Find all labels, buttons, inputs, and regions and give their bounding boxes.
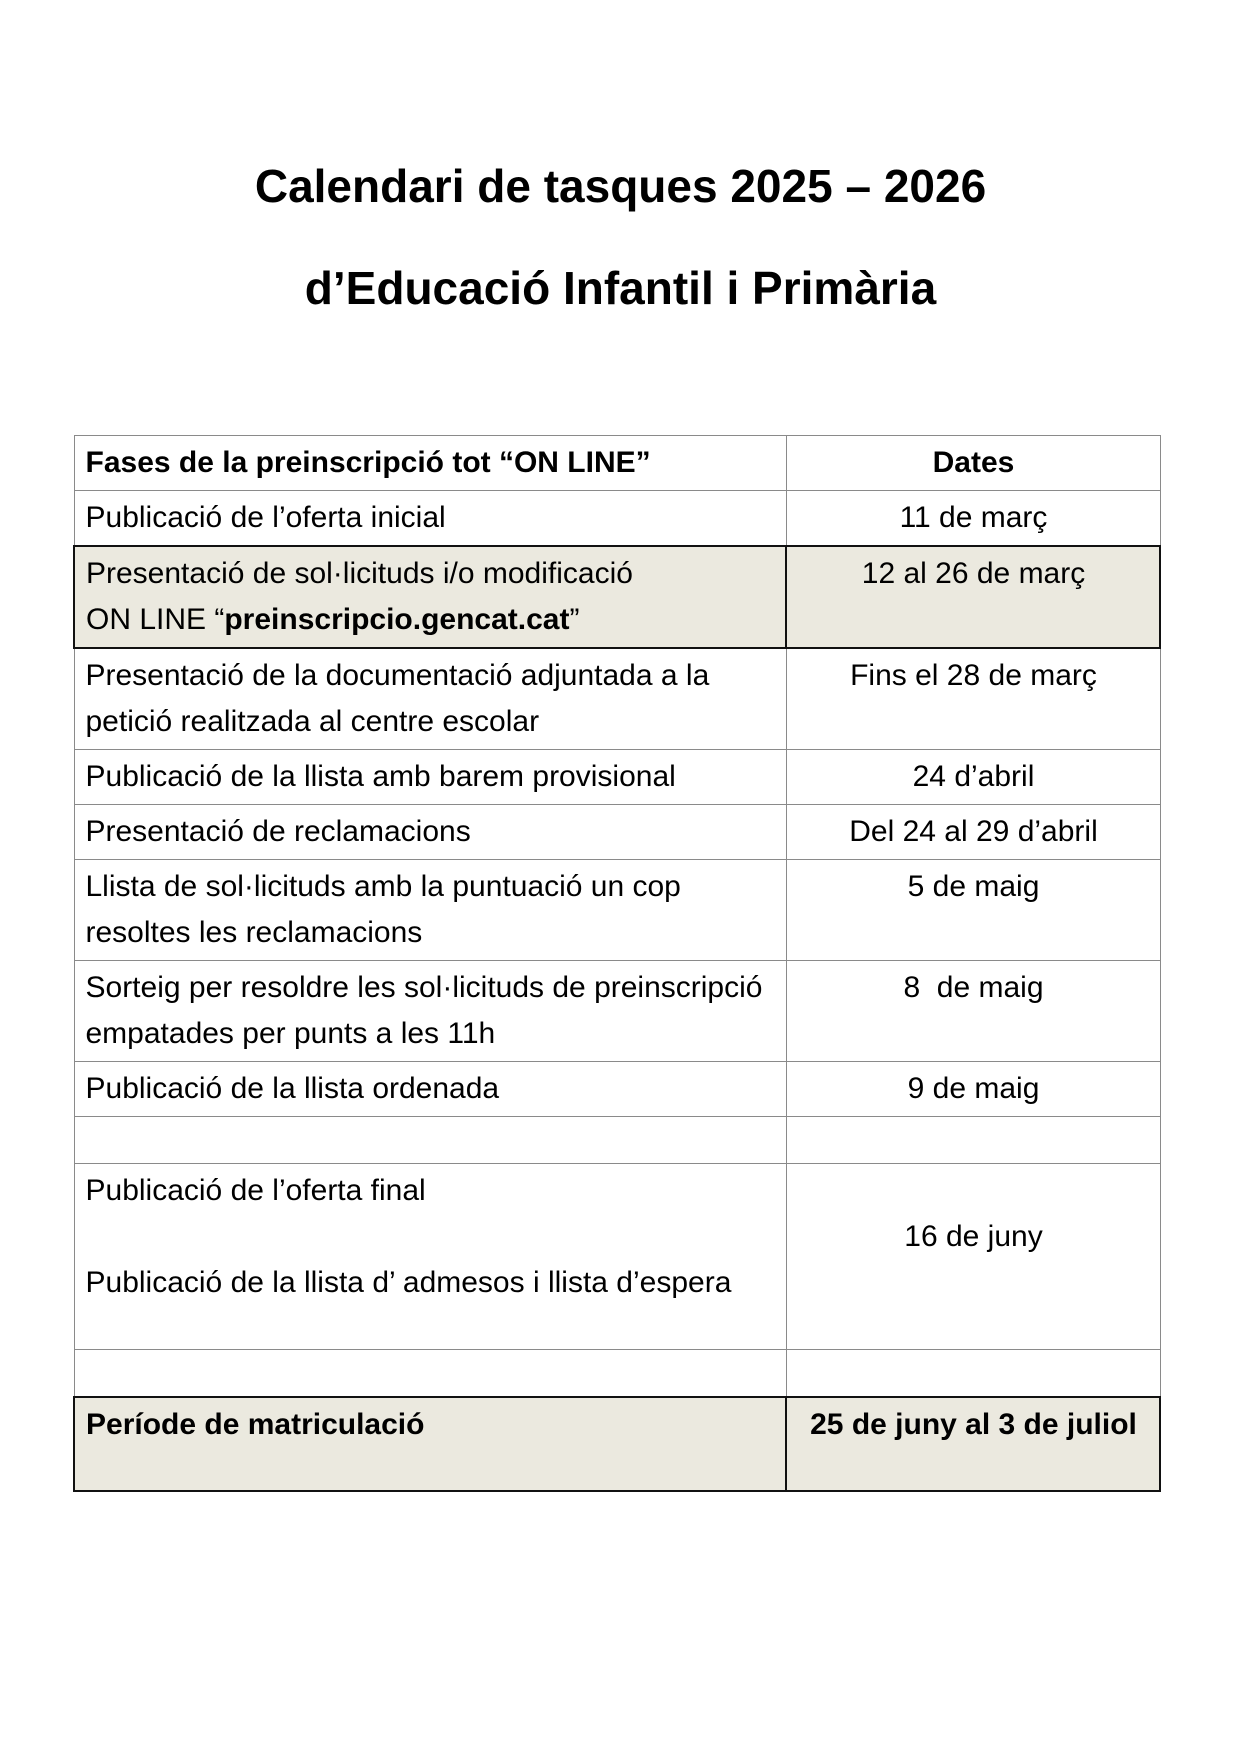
phase-cell: Sorteig per resoldre les sol·licituds de preinscripció empatades per punts a les 11h	[74, 961, 786, 1062]
table-row	[74, 961, 1160, 1062]
date-cell: 11 de març	[786, 491, 1160, 547]
table-row	[74, 1164, 1160, 1350]
date-cell	[786, 1164, 1160, 1350]
phase-cell	[74, 1117, 786, 1164]
date-cell	[786, 1117, 1160, 1164]
spacer	[86, 1214, 776, 1260]
date-cell: 5 de maig	[786, 860, 1160, 961]
preinscripcio-link[interactable]: preinscripcio.gencat.cat	[224, 603, 570, 636]
phase-text: Presentació de sol·licituds i/o modificació	[86, 557, 633, 590]
date-cell: 25 de juny al 3 de juliol	[786, 1397, 1160, 1491]
date-cell: 24 d’abril	[786, 750, 1160, 805]
date-cell	[786, 1350, 1160, 1397]
header-dates: Dates	[786, 436, 1160, 491]
phase-cell: Publicació de l’oferta inicial	[74, 491, 786, 547]
phase-cell	[74, 546, 786, 648]
table-row-highlight	[74, 546, 1160, 648]
table-row-empty	[74, 1350, 1160, 1397]
phase-cell	[74, 1350, 786, 1397]
page-title: Calendari de tasques 2025 – 2026	[254, 160, 987, 212]
table-row	[74, 860, 1160, 961]
date-cell: Del 24 al 29 d’abril	[786, 805, 1160, 860]
phase-cell: Publicació de la llista amb barem provisional	[74, 750, 786, 805]
phase-text-suffix: ”	[569, 603, 580, 636]
date-text: 16 de juny	[904, 1220, 1043, 1253]
phase-text: Publicació de l’oferta final	[85, 1174, 426, 1207]
phase-cell	[74, 1164, 786, 1350]
phase-cell: Presentació de reclamacions	[74, 805, 786, 860]
phase-text: Publicació de la llista d’ admesos i llista d’espera	[85, 1266, 732, 1299]
table-row	[74, 491, 1160, 547]
date-cell: 9 de maig	[786, 1062, 1160, 1117]
phase-cell: Presentació de la documentació adjuntada a la petició realitzada al centre escolar	[74, 648, 786, 750]
header-phase: Fases de la preinscripció tot “ON LINE”	[74, 436, 786, 491]
table-row	[74, 1062, 1160, 1117]
table-row-highlight	[74, 1397, 1160, 1491]
table-row	[74, 750, 1160, 805]
table-row-empty	[74, 1117, 1160, 1164]
date-cell: Fins el 28 de març	[786, 648, 1160, 750]
phase-cell: Publicació de la llista ordenada	[74, 1062, 786, 1117]
table-row	[74, 648, 1160, 750]
phase-cell: Llista de sol·licituds amb la puntuació un cop resoltes les reclamacions	[74, 860, 786, 961]
spacer	[798, 1168, 1150, 1214]
date-cell: 12 al 26 de març	[786, 546, 1160, 648]
table-header-row	[74, 436, 1160, 491]
calendar-table	[73, 435, 1161, 1492]
date-cell: 8 de maig	[786, 961, 1160, 1062]
phase-text-prefix: ON LINE “	[86, 603, 225, 636]
table-row	[74, 805, 1160, 860]
page-subtitle: d’Educació Infantil i Primària	[304, 262, 937, 314]
phase-cell: Període de matriculació	[74, 1397, 786, 1491]
